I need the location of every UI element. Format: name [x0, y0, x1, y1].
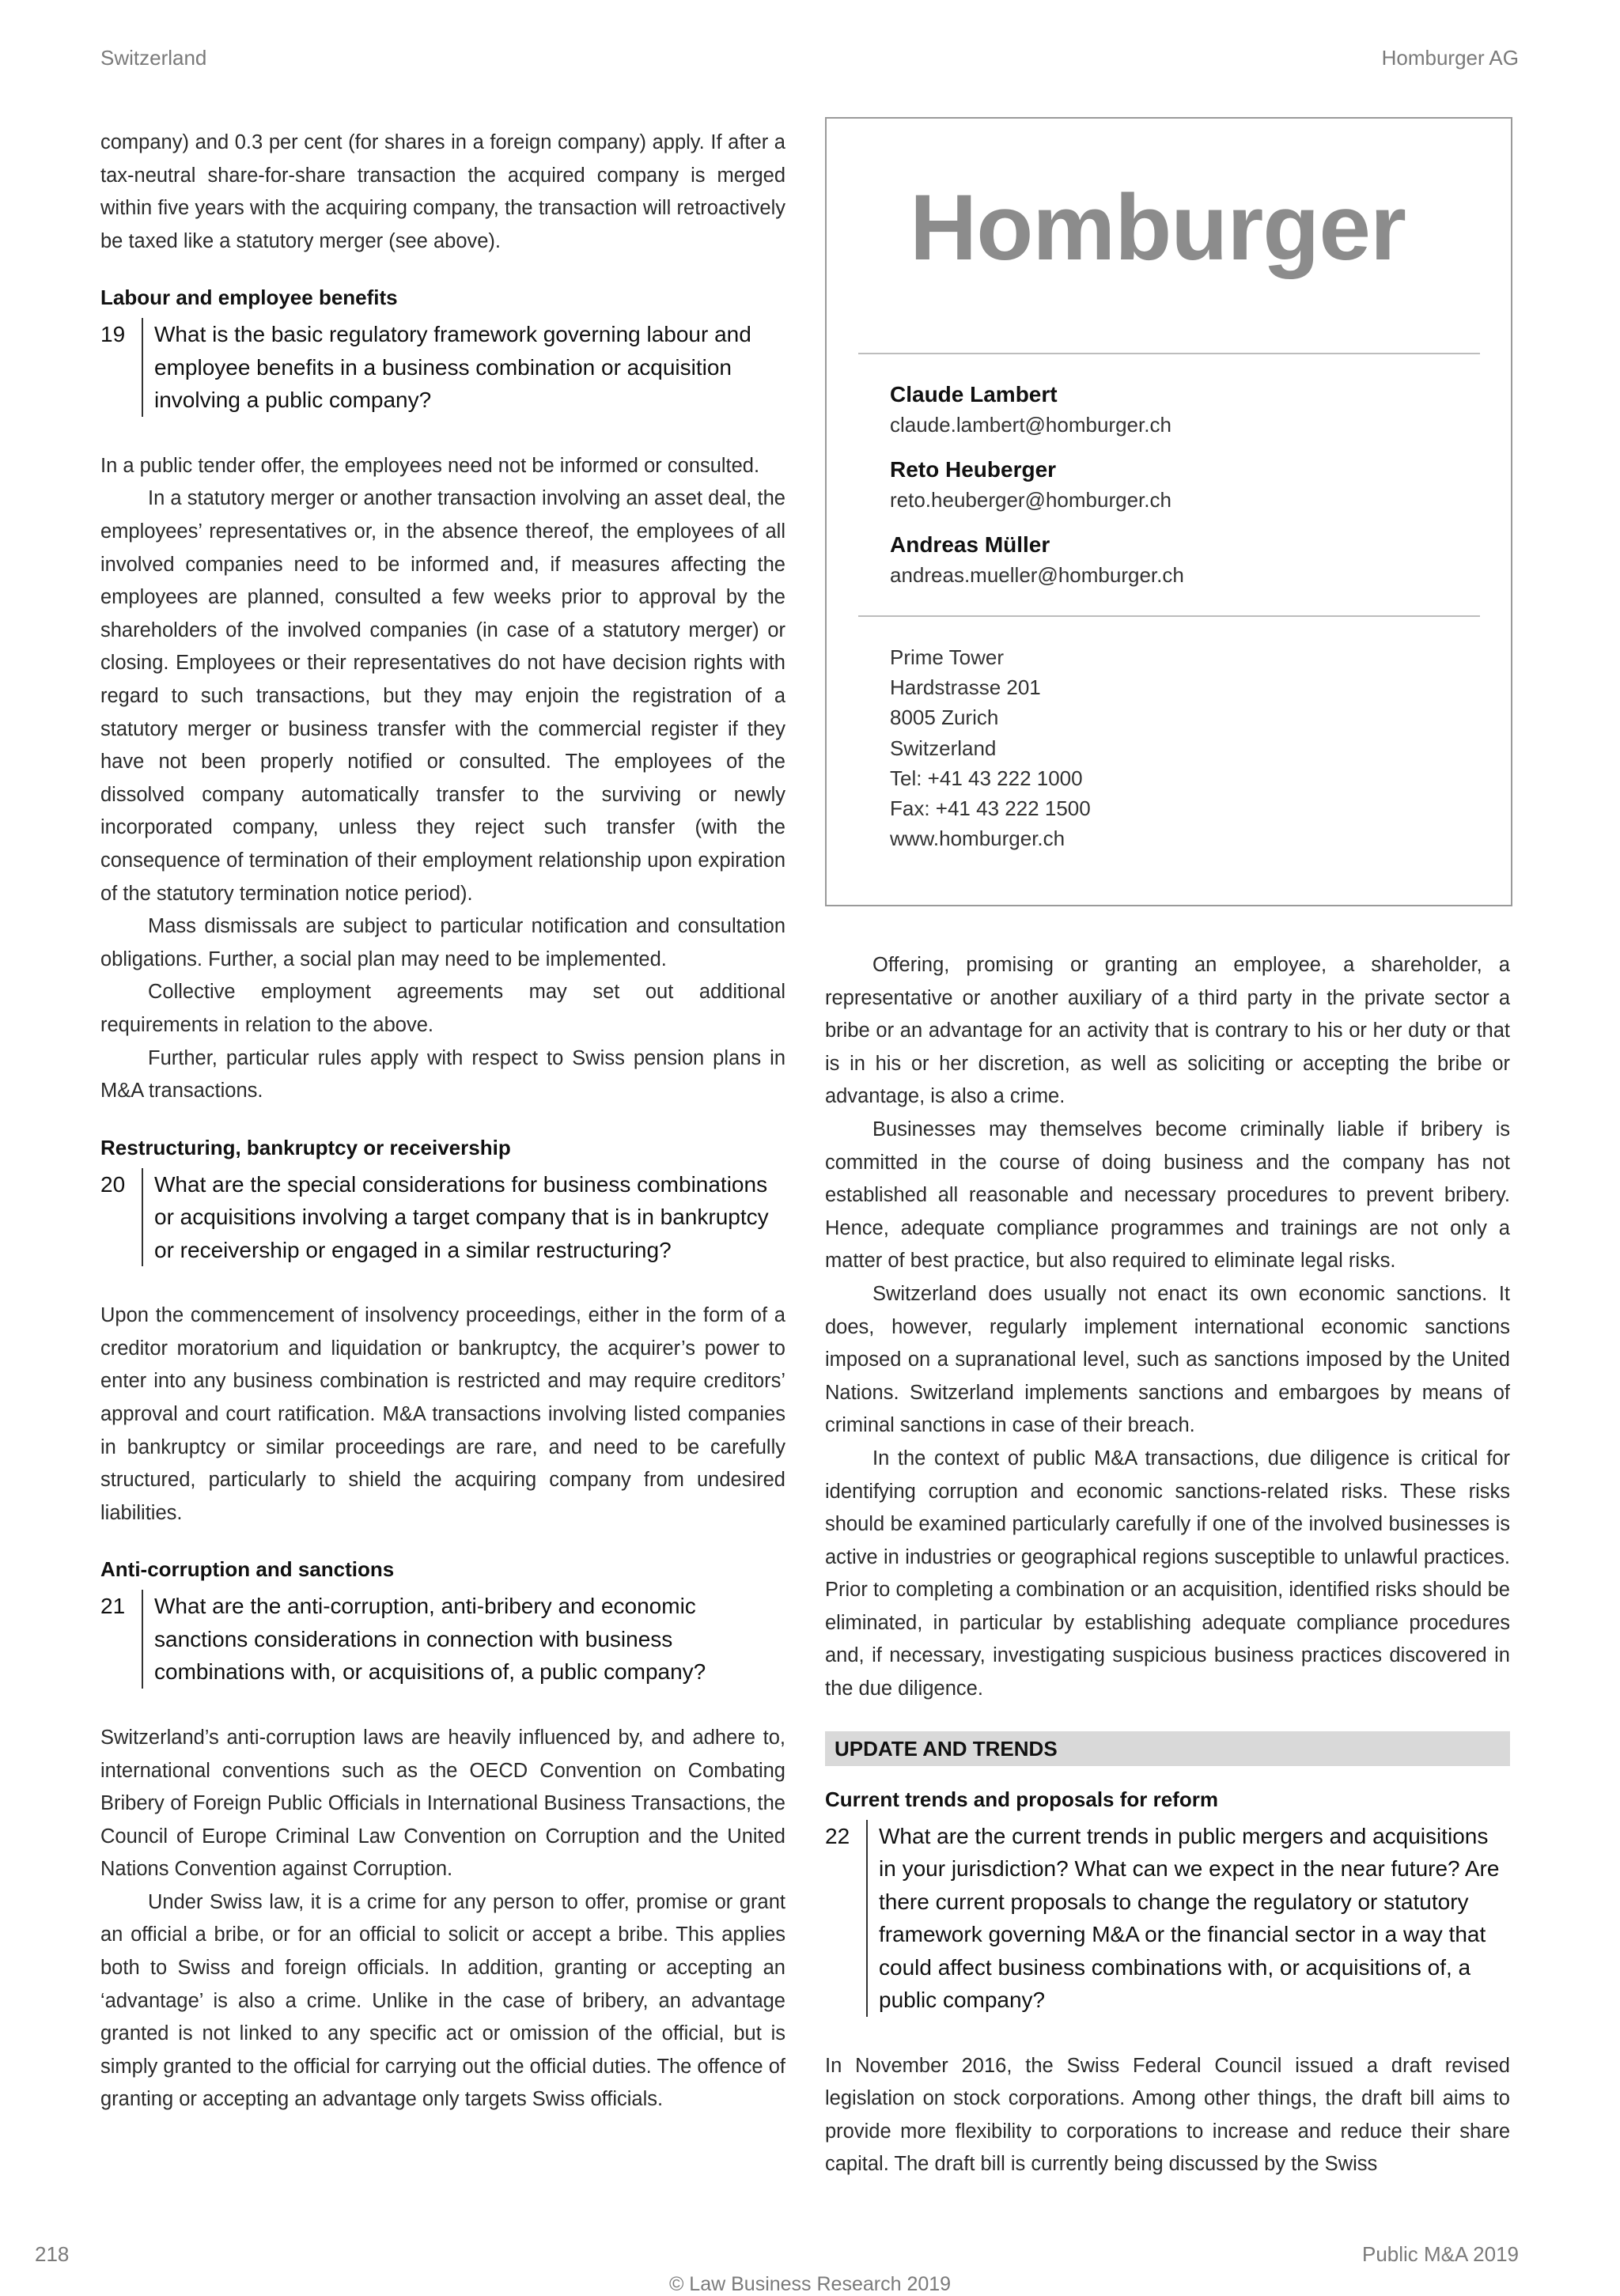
contact-name: Andreas Müller [890, 532, 1050, 557]
divider [858, 615, 1480, 617]
paragraph: Further, particular rules apply with respect to Swiss pension plans in M&A transactions. [100, 1046, 785, 1103]
question-text: What are the current trends in public mergers and acquisitions in your jurisdiction? What can we expect in the near future? Are there current proposals to change the regulatory or statutory framework governing M&A or the financial sector in a way that could affect business combinations with, or acquisitions of, a public company? [879, 1823, 1500, 2013]
address-building: Prime Tower [890, 645, 1005, 669]
paragraph: In a public tender offer, the employees need not be informed or consulted. [100, 454, 760, 477]
paragraph: In the context of public M&A transactions, due diligence is critical for identifying corruption and economic sanctions-related risks. These risks should be examined particularly carefully if one of the involved businesses is active in industries or geographical regions susceptible to unlawful practices. Prior to completing a combination or an acquisition, identified risks should be eliminated, in particular by establishing adequate compliance procedures and, if necessary, investigating suspicious business practices discovered in the due diligence. [825, 1447, 1510, 1700]
paragraph: Businesses may themselves become criminally liable if bribery is committed in the course of doing business and the company has not established all reasonable and necessary procedures to prevent bribery. Hence, adequate compliance programmes and trainings are not only a matter of best practice, but also required to eliminate legal risks. [825, 1118, 1510, 1273]
paragraph: Switzerland’s anti-corruption laws are heavily influenced by, and adhere to, international conventions such as the OECD Convention on Combating Bribery of Foreign Public Officials in International Business Transactions, the Council of Europe Criminal Law Convention on Corruption and the United Nations Convention against Corruption. [100, 1726, 785, 1881]
contact-email-link[interactable]: claude.lambert@homburger.ch [890, 413, 1171, 437]
paragraph: Upon the commencement of insolvency proceedings, either in the form of a creditor moratorium and liquidation or bankruptcy, the acquirer’s power to enter into any business combination is restricted and may require creditors’ approval and court ratification. M&A transactions involving listed companies in bankruptcy or similar proceedings are rare, and need to be carefully structured, particularly to shield the acquiring company from undesired liabilities. [100, 1304, 785, 1524]
page-number: 218 [35, 2242, 70, 2266]
question-number: 22 [825, 1820, 868, 2017]
question-text: What are the special considerations for business combinations or acquisitions involving a target company that is in bankruptcy or receivership or engaged in a similar restructuring? [154, 1171, 769, 1262]
intro-paragraph: company) and 0.3 per cent (for shares in a foreign company) apply. If after a tax-neutral share-for-share transaction the acquired company is merged within five years with the acquiring company, the transaction will retroactively be taxed like a statutory merger (see above). [100, 131, 785, 252]
running-head-firm: Homburger AG [1381, 46, 1519, 70]
address-street: Hardstrasse 201 [890, 675, 1041, 700]
address-country: Switzerland [890, 736, 997, 760]
contact-name: Reto Heuberger [890, 457, 1057, 482]
left-column [100, 127, 785, 2116]
contact-email-link[interactable]: reto.heuberger@homburger.ch [890, 488, 1171, 512]
copyright-notice: © Law Business Research 2019 [668, 2273, 952, 2295]
address-fax: Fax: +41 43 222 1500 [890, 796, 1091, 821]
firm-contact-box [825, 117, 1512, 906]
section-heading-labour: Labour and employee benefits [100, 286, 398, 310]
section-heading-restructuring: Restructuring, bankruptcy or receivership [100, 1135, 511, 1159]
paragraph: In a statutory merger or another transaction involving an asset deal, the employees’ representatives or, in the absence thereof, the employees of all involved companies need to be informed and, if measures affecting the employees are planned, consulted a few weeks prior to approval by the shareholders of the involved companies (in case of a statutory merger) or closing. Employees or their representatives do not have decision rights with regard to such transactions, but they may enjoin the registration of a statutory merger or business transfer with the commercial register if they have not been properly notified or consulted. The employees of the dissolved company automatically transfer to the surviving or newly incorporated company, unless they reject such transfer (with the consequence of termination of their employment relationship upon expiration of the statutory termination notice period). [100, 487, 785, 905]
section-heading-trends: Current trends and proposals for reform [825, 1787, 1218, 1811]
contact-entry [890, 380, 1171, 440]
paragraph: In November 2016, the Swiss Federal Council issued a draft revised legislation on stock corporations. Among other things, the draft bill aims to provide more flexibility to corporations to increase and reduce their share capital. The draft bill is currently being discussed by the Swiss [825, 2054, 1510, 2176]
publication-name: Public M&A 2019 [1361, 2242, 1519, 2266]
question-text: What are the anti-corruption, anti-bribery and economic sanctions considerations in connection with business combinations with, or acquisitions of, a public company? [154, 1594, 706, 1685]
question-number: 21 [100, 1590, 143, 1689]
divider [858, 353, 1480, 354]
section-heading-anti-corruption: Anti-corruption and sanctions [100, 1557, 395, 1582]
contact-entry [890, 530, 1184, 590]
question-number: 20 [100, 1168, 143, 1267]
paragraph: Under Swiss law, it is a crime for any person to offer, promise or grant an official a bribe, or for an official to solicit or accept a bribe. This applies both to Swiss and foreign officials. In addition, granting or accepting an ‘advantage’ is also a crime. Unlike in the case of bribery, an advantage granted is not linked to any specific act or omission of the official, but is simply granted to the official for carrying out the official duties. The offence of granting or accepting an advantage only targets Swiss officials. [100, 1890, 785, 2111]
paragraph: Offering, promising or granting an employee, a shareholder, a representative or another auxiliary of a third party in the private sector a bribe or an advantage for an activity that is contrary to his or her duty or that is in his or her discretion, as well as soliciting or accepting the bribe or advantage, is also a crime. [825, 954, 1510, 1108]
contact-name: Claude Lambert [890, 382, 1058, 407]
contact-entry [890, 455, 1171, 515]
address-phone: Tel: +41 43 222 1000 [890, 766, 1083, 790]
question-number: 19 [100, 318, 143, 417]
contact-email-link[interactable]: andreas.mueller@homburger.ch [890, 563, 1184, 587]
homburger-logo: Homburger [910, 176, 1406, 280]
office-address [890, 642, 1091, 853]
running-head-country: Switzerland [100, 46, 207, 70]
paragraph: Switzerland does usually not enact its own economic sanctions. It does, however, regularly implement international economic sanctions imposed on a supranational level, such as sanctions imposed by the United Nations. Switzerland implements sanctions and embargoes by means of criminal sanctions in case of their breach. [825, 1282, 1510, 1437]
question-21 [100, 1590, 785, 1689]
question-text: What is the basic regulatory framework governing labour and employee benefits in a business combination or acquisition involving a public company? [154, 322, 751, 413]
paragraph: Collective employment agreements may set out additional requirements in relation to the above. [100, 981, 785, 1036]
address-city: 8005 Zurich [890, 705, 999, 730]
website-link[interactable]: www.homburger.ch [890, 826, 1065, 851]
question-20 [100, 1168, 785, 1267]
question-22 [825, 1820, 1510, 2017]
question-19 [100, 318, 785, 417]
right-column [825, 949, 1510, 2181]
update-and-trends-bar: UPDATE AND TRENDS [825, 1731, 1510, 1766]
paragraph: Mass dismissals are subject to particular notification and consultation obligations. Further, a social plan may need to be implemented. [100, 915, 785, 970]
